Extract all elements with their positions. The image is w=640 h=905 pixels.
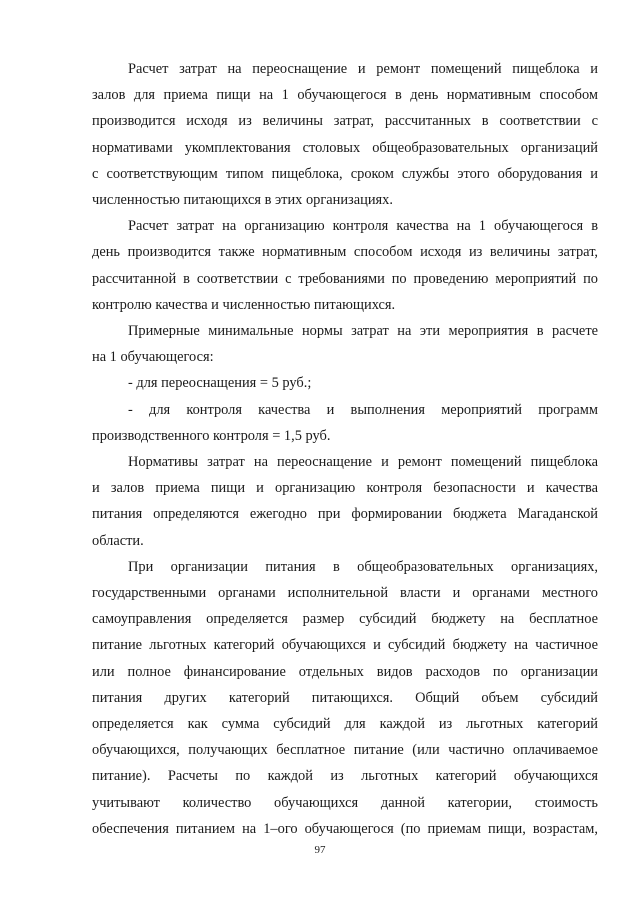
text-line: контролю качества и численностью питающихся.	[92, 296, 396, 313]
text-line: Расчет затрат на переоснащение и ремонт помещений пищеблока и	[128, 61, 598, 77]
text-line: учитывают количество обучающихся данной категории, стоимость	[92, 794, 598, 811]
text-line: с соответствующим типом пищеблока, сроком службы этого оборудования и	[92, 165, 598, 182]
text-line: государственными органами исполнительной власти и органами местного	[92, 585, 598, 602]
text-line: Примерные минимальные нормы затрат на эти мероприятия в расчете	[128, 323, 598, 340]
paragraph-3	[92, 318, 598, 370]
text-line: определяется как сумма субсидий для каждой из льготных категорий	[92, 716, 598, 733]
text-line: обучающихся, получающих бесплатное питание (или частично оплачиваемое	[92, 742, 598, 759]
text-line: численностью питающихся в этих организациях.	[92, 192, 393, 209]
text-line: рассчитанной в соответствии с требованиями по проведению мероприятий по	[92, 270, 598, 287]
document-body	[92, 56, 598, 842]
text-line: нормативами укомплектования столовых общеобразовательных организаций	[92, 139, 598, 156]
list-item-quality-control	[92, 397, 598, 449]
text-line: обеспечения питанием на 1–ого обучающегося (по приемам пищи, возрастам,	[92, 820, 598, 837]
text-line: и залов приема пищи и организацию контроля безопасности и качества	[92, 480, 598, 497]
text-line: питание льготных категорий обучающихся и субсидий бюджету на частичное	[92, 637, 598, 654]
text-line: или полное финансирование отдельных видов расходов по организации	[92, 663, 598, 680]
paragraph-2	[92, 213, 598, 318]
text-line: производится исходя из величины затрат, рассчитанных в соответствии с	[92, 113, 598, 130]
text-line: При организации питания в общеобразовательных организациях,	[128, 558, 598, 575]
paragraph-5	[92, 554, 598, 842]
text-line: питания определяются ежегодно при формировании бюджета Магаданской	[92, 506, 598, 523]
text-line: залов для приема пищи на 1 обучающегося в день нормативным способом	[92, 87, 598, 104]
paragraph-1	[92, 56, 598, 213]
paragraph-4	[92, 449, 598, 554]
text-line: производственного контроля = 1,5 руб.	[92, 427, 331, 444]
text-line: на 1 обучающегося:	[92, 349, 214, 366]
text-line: Расчет затрат на организацию контроля качества на 1 обучающегося в	[128, 218, 598, 235]
page-number: 97	[314, 844, 326, 856]
text-line: день производится также нормативным способом исходя из величины затрат,	[92, 244, 598, 261]
text-line: самоуправления определяется размер субсидий бюджету на бесплатное	[92, 611, 598, 628]
text-line: питания других категорий питающихся. Общий объем субсидий	[92, 689, 598, 706]
text-line: - для переоснащения = 5 руб.;	[128, 375, 312, 392]
text-line: - для контроля качества и выполнения мероприятий программ	[128, 401, 598, 418]
list-item-reequipment	[92, 370, 598, 396]
text-line: питание). Расчеты по каждой из льготных категорий обучающихся	[92, 768, 598, 785]
text-line: области.	[92, 532, 144, 549]
text-line: Нормативы затрат на переоснащение и ремонт помещений пищеблока	[128, 454, 598, 471]
